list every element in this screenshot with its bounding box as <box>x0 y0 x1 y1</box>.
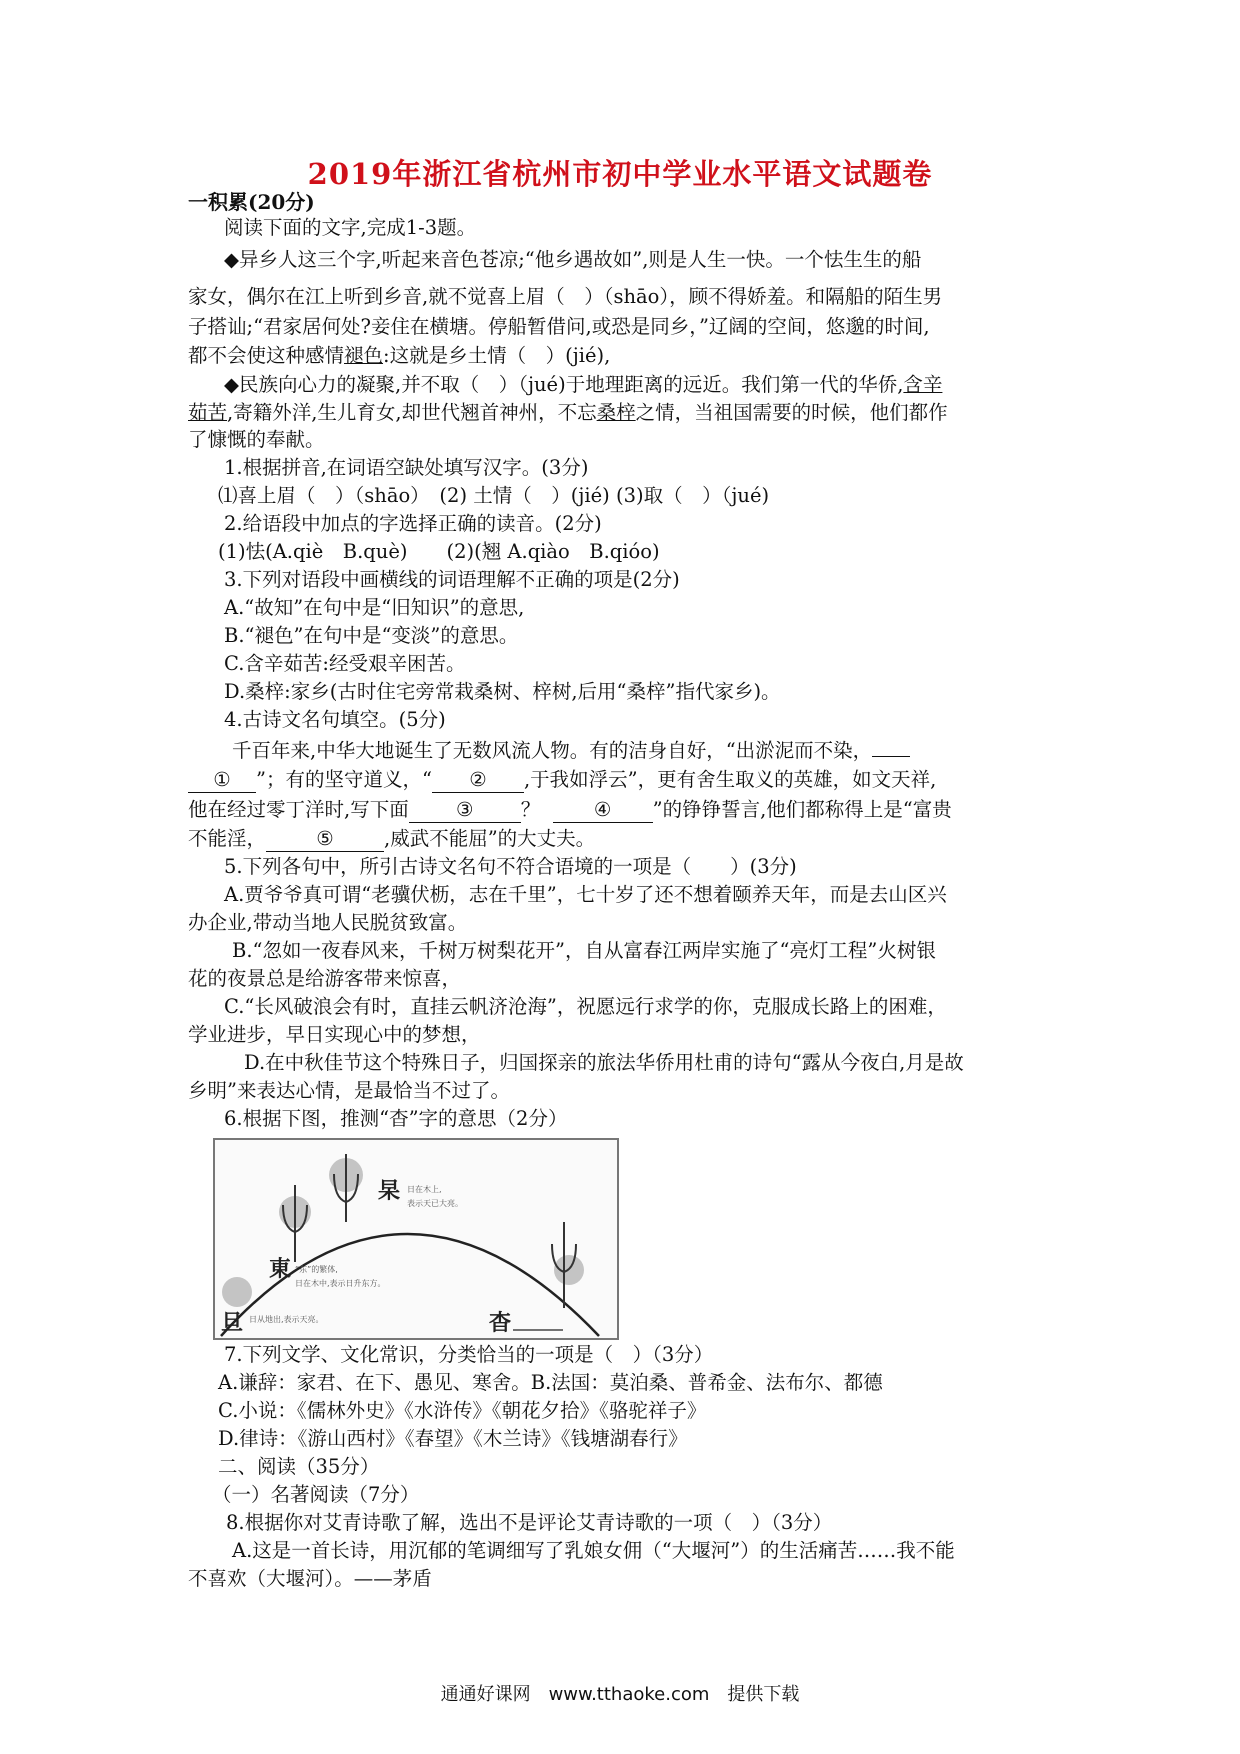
passage-text: 都不会使这种感情 <box>188 344 345 367</box>
fill-blank-3[interactable]: ③ <box>409 798 521 823</box>
section-2-subheading: （一）名著阅读（7分） <box>212 1483 420 1506</box>
fill-blank-1[interactable]: ① <box>188 768 256 793</box>
question-3-option-a: A.“故知”在句中是“旧知识”的意思, <box>224 596 525 619</box>
passage-text: ”；有的坚守道义，“ <box>256 768 432 791</box>
passage-text: 千百年来,中华大地诞生了无数风流人物。有的洁身自好，“出淤泥而不染， <box>232 739 873 762</box>
underlined-term: 茹苦 <box>188 401 228 424</box>
fill-blank-5[interactable]: ⑤ <box>266 827 384 852</box>
question-8: 8.根据你对艾青诗歌了解，选出不是评论艾青诗歌的一项（ ）（3分） <box>226 1511 833 1534</box>
passage1-line4 <box>188 342 1058 370</box>
question-5-option-a: A.贾爷爷真可谓“老骥伏枥，志在千里”，七十岁了还不想着颐养天年，而是去山区兴 <box>224 883 947 906</box>
question-5-option-c: C.“长风破浪会有时，直挂云帆济沧海”，祝愿远行求学的你，克服成长路上的困难， <box>224 995 947 1018</box>
question-5-option-d-cont: 乡明”来表达心情，是最恰当不过了。 <box>188 1079 510 1102</box>
passage-text: ,寄籍外洋,生儿育女,却世代翘首神州，不忘 <box>227 401 597 424</box>
question-1: 1.根据拼音,在词语空缺处填写汉字。(3分) <box>224 456 589 479</box>
exam-title: 2019年浙江省杭州市初中学业水平语文试题卷 <box>307 157 933 191</box>
note-dong-2: 日在木中,表示日升东方。 <box>295 1279 386 1288</box>
fill-blank-2[interactable]: ② <box>432 768 524 793</box>
question-5: 5.下列各句中，所引古诗文名句不符合语境的一项是（ ）(3分) <box>224 855 797 878</box>
question-5-option-d: D.在中秋佳节这个特殊日子，归国探亲的旅法华侨用杜甫的诗句“露从今夜白,月是故 <box>244 1051 964 1074</box>
underlined-term: 含辛 <box>903 373 943 396</box>
question-4-line4 <box>188 825 1058 853</box>
question-7-option-c: C.小说：《儒林外史》《水浒传》《朝花夕拾》《骆驼祥子》 <box>218 1399 707 1422</box>
question-4: 4.古诗文名句填空。(5分) <box>224 708 446 731</box>
question-2-items: (1)怯(A.qiè B.què) (2)(翘 A.qiào B.qióo) <box>218 540 660 563</box>
question-4-line2 <box>188 766 1058 794</box>
figure-drawing <box>215 1140 617 1338</box>
passage-text: ◆民族向心力的凝聚,并不取（ ）（jué)于地理距离的远近。我们第一代的华侨, <box>224 373 904 396</box>
note-dong-1: “东”的繁体, <box>295 1265 338 1274</box>
passage-text: :这就是乡土情（ ）(jié), <box>383 344 611 367</box>
char-dan: 旦 <box>221 1310 244 1336</box>
passage1-line1: ◆异乡人这三个字,听起来音色苍凉;“他乡遇故如”,则是人生一快。一个怯生生的船 <box>224 248 922 271</box>
question-5-option-a-cont: 办企业,带动当地人民脱贫致富。 <box>188 911 468 934</box>
page-footer: 通通好课网 www.tthaoke.com 提供下载 <box>440 1684 800 1705</box>
underlined-term: 褪色 <box>344 344 384 367</box>
passage-text: ,威武不能屈”的大丈夫。 <box>384 827 596 850</box>
question-2: 2.给语段中加点的字选择正确的读音。(2分) <box>224 512 602 535</box>
question-8-option-a-cont: 不喜欢（大堰河）。——茅盾 <box>188 1567 432 1590</box>
passage-text: 他在经过零丁洋时,写下面 <box>188 798 409 821</box>
passage2-line1 <box>224 371 1094 399</box>
question-5-option-c-cont: 学业进步，早日实现心中的梦想， <box>188 1023 481 1046</box>
char-yao: 杳 <box>489 1310 512 1336</box>
passage1-line3: 子搭讪;“君家居何处?妾住在横塘。停船暂借问,或恐是同乡，”辽阔的空间，悠邈的时间, <box>188 315 930 338</box>
character-origin-figure <box>213 1138 619 1340</box>
question-3: 3.下列对语段中画横线的词语理解不正确的项是(2分) <box>224 568 680 591</box>
note-gao-2: 表示天已大亮。 <box>407 1199 463 1208</box>
note-gao-1: 日在木上, <box>407 1185 442 1194</box>
question-8-option-a: A.这是一首长诗，用沉郁的笔调细写了乳娘女佣（“大堰河”）的生活痛苦……我不能 <box>232 1539 955 1562</box>
char-gao: 杲 <box>378 1178 401 1204</box>
underlined-term: 桑梓 <box>596 401 636 424</box>
sun-circle-dan <box>222 1277 252 1307</box>
note-dan: 日从地出,表示天亮。 <box>249 1315 324 1324</box>
question-7-option-d: D.律诗：《游山西村》《春望》《木兰诗》《钱塘湖春行》 <box>218 1427 688 1450</box>
section-2-heading: 二、阅读（35分） <box>218 1455 380 1478</box>
question-3-option-d: D.桑梓:家乡(古时住宅旁常栽桑树、梓树,后用“桑梓”指代家乡)。 <box>224 680 781 703</box>
char-dong: 東 <box>269 1256 292 1282</box>
question-5-option-b: B.“忽如一夜春风来，千树万树梨花开”，自从富春江两岸实施了“亮灯工程”火树银 <box>232 939 936 962</box>
section-heading: 一积累(20分) <box>188 190 315 214</box>
passage-text: 不能淫， <box>188 827 267 850</box>
passage1-line2: 家女，偶尔在江上听到乡音,就不觉喜上眉（ ）（shāo），顾不得娇羞。和隔船的陌生男 <box>188 285 943 308</box>
fill-blank[interactable] <box>872 756 910 757</box>
passage-text: ？ <box>520 798 541 821</box>
question-5-option-b-cont: 花的夜景总是给游客带来惊喜， <box>188 967 462 990</box>
tree-left <box>283 1185 307 1262</box>
passage-text: ,于我如浮云”，更有舍生取义的英雄，如文天祥, <box>523 768 937 791</box>
passage2-line2 <box>188 399 1058 427</box>
fill-blank-4[interactable]: ④ <box>553 798 653 823</box>
question-7-option-ab: A.谦辞：家君、在下、愚见、寒舍。B.法国：莫泊桑、普希金、法布尔、都德 <box>218 1371 883 1394</box>
question-3-option-b: B.“褪色”在句中是“变淡”的意思。 <box>224 624 519 647</box>
reading-intro: 阅读下面的文字,完成1-3题。 <box>224 216 477 239</box>
passage-text: ”的铮铮誓言,他们都称得上是“富贵 <box>652 798 952 821</box>
question-4-line1 <box>232 737 1102 765</box>
question-7: 7.下列文学、文化常识，分类恰当的一项是（ ）（3分） <box>224 1343 714 1366</box>
passage2-line3: 了慷慨的奉献。 <box>188 428 325 451</box>
question-4-line3 <box>188 796 1058 824</box>
question-1-items: ⑴喜上眉（ ）（shāo） (2) 土情（ ）(jié) (3)取（ ）（jué) <box>218 484 770 507</box>
passage-text: 之情，当祖国需要的时候，他们都作 <box>635 401 948 424</box>
question-3-option-c: C.含辛茹苦:经受艰辛困苦。 <box>224 652 466 675</box>
question-6: 6.根据下图，推测“杳”字的意思（2分） <box>224 1107 568 1130</box>
